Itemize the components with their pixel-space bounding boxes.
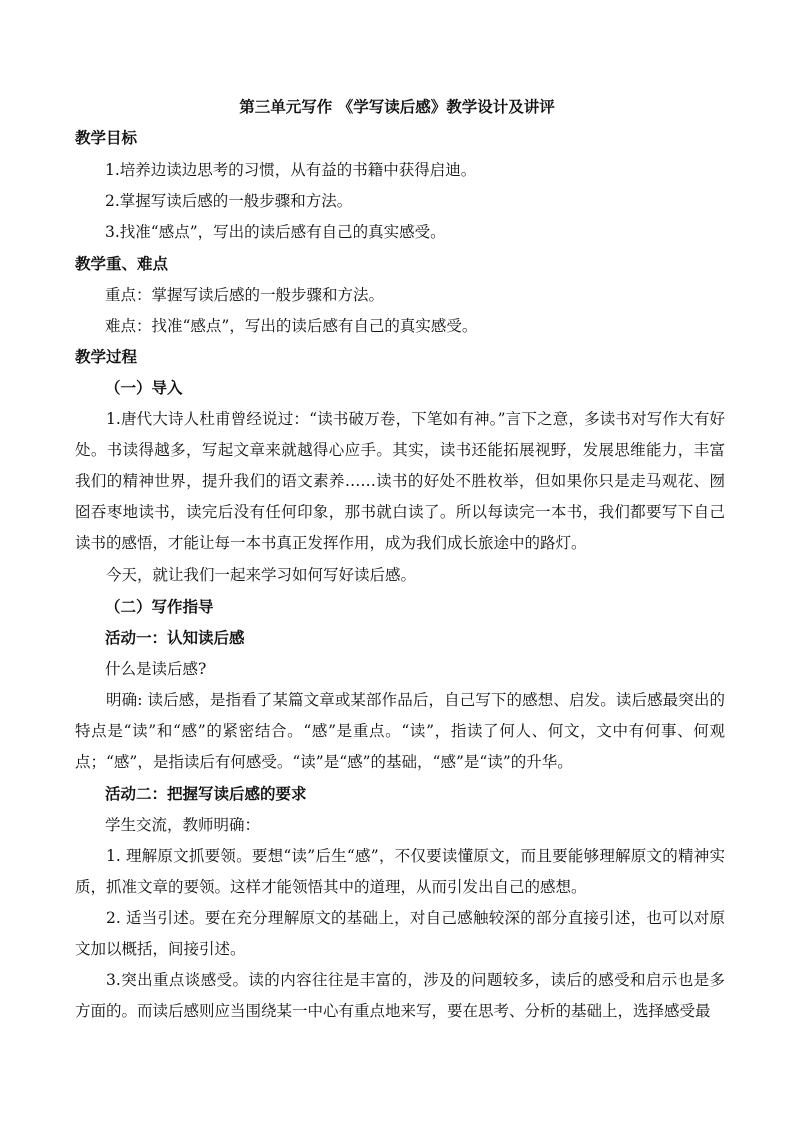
goal-item: 2.掌握写读后感的一般步骤和方法。: [105, 192, 353, 210]
activity-intro: 学生交流，教师明确：: [105, 816, 261, 834]
goal-item: 3.找准“感点”，写出的读后感有自己的真实感受。: [105, 223, 446, 241]
key-point-item: 难点：找准“感点”，写出的读后感有自己的真实感受。: [105, 317, 478, 335]
key-points-heading: 教学重、难点: [75, 254, 169, 273]
activity-title: 活动一：认知读后感: [105, 628, 245, 647]
activity-question: 什么是读后感?: [105, 660, 207, 678]
document-title: 第三单元写作 《学写读后感》教学设计及讲评: [239, 97, 555, 116]
intro-paragraph-today: 今天，就让我们一起来学习如何写好读后感。: [106, 566, 417, 584]
requirement-item: 1. 理解原文抓要领。要想“读”后生“感”，不仅要读懂原文，而且要能够理解原文的精神实质，抓准文章的要领。这样才能领悟其中的道理，从而引发出自己的感想。: [75, 847, 725, 896]
activity-answer: 明确: 读后感，是指看了某篇文章或某部作品后，自己写下的感想、启发。读后感最突出的特点是“读”和“感”的紧密结合。“感”是重点。“读”，指读了何人、何文，文中有何事、何观点；“感”，是指读后有何感受。“读”是“感”的基础，“感”是“读”的升华。: [75, 691, 725, 771]
process-heading: 教学过程: [75, 347, 138, 366]
goal-item: 1.培养边读边思考的习惯，从有益的书籍中获得启迪。: [105, 161, 477, 179]
requirement-item: 2. 适当引述。要在充分理解原文的基础上，对自己感触较深的部分直接引述，也可以对原文加以概括，间接引述。: [75, 909, 725, 958]
activity-title: 活动二：把握写读后感的要求: [105, 784, 307, 803]
requirement-item: 3.突出重点谈感受。读的内容往往是丰富的，涉及的问题较多，读后的感受和启示也是多方面的。而读后感则应当围绕某一中心有重点地来写，要在思考、分析的基础上，选择感受最: [75, 971, 725, 1020]
goals-heading: 教学目标: [75, 128, 138, 147]
section-title: （一）导入: [105, 378, 183, 397]
key-point-item: 重点：掌握写读后感的一般步骤和方法。: [105, 286, 385, 304]
intro-paragraph: 1.唐代大诗人杜甫曾经说过：“读书破万卷，下笔如有神。”言下之意，多读书对写作大有好处。书读得越多，写起文章来就越得心应手。其实，读书还能拓展视野，发展思维能力，丰富我们的精神世界，提升我们的语文素养……读书的好处不胜枚举，但如果你只是走马观花、囫囵吞枣地读书，读完后没有任何印象，那书就白读了。所以每读完一本书，我们都要写下自己读书的感悟，才能让每一本书真正发挥作用，成为我们成长旅途中的路灯。: [75, 410, 725, 552]
section-title: （二）写作指导: [105, 597, 214, 616]
